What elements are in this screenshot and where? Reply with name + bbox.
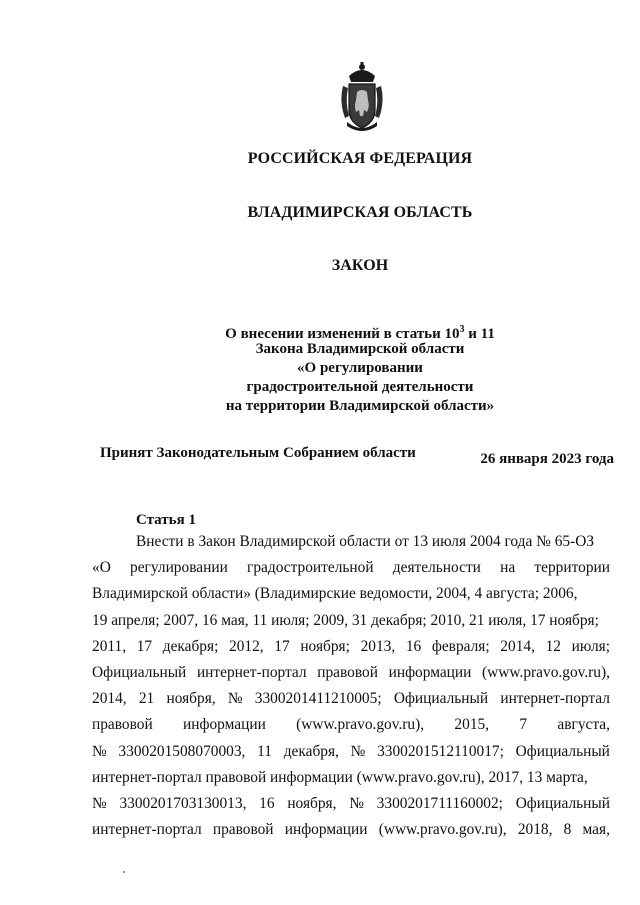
article-line	[92, 529, 610, 555]
article-line	[92, 791, 610, 817]
article-word: 3300201508070003,	[118, 742, 246, 760]
article-word: на	[500, 559, 516, 577]
title-superscript: 3	[459, 324, 465, 335]
article-word: №	[350, 742, 366, 760]
adoption-statement: Принят Законодательным Собранием области	[100, 445, 416, 461]
article-word: (www.pravo.gov.ru),	[296, 716, 425, 734]
article-word: 3300201411210005;	[254, 690, 382, 708]
article-word: 2011,	[92, 637, 127, 655]
article-word: ноября;	[300, 637, 350, 655]
article-word: февраля;	[431, 637, 490, 655]
article-word: (www.pravo.gov.ru),	[482, 663, 610, 681]
title-line-1-tail: и 11	[464, 326, 495, 342]
title-line-4: градостроительной деятельности	[246, 379, 474, 395]
article-word: №	[349, 794, 364, 812]
article-word: 21	[138, 690, 155, 708]
article-word: 2014,	[500, 637, 535, 655]
article-line	[92, 581, 610, 607]
article-word: 2014,	[92, 690, 127, 708]
adoption-date: 26 января 2023 года	[480, 451, 614, 467]
article-line	[92, 712, 610, 738]
article-word: ноября,	[166, 690, 216, 708]
article-word: Официальный	[393, 690, 489, 708]
article-word: №	[227, 690, 243, 708]
article-word: информации	[388, 663, 472, 681]
article-word: информации	[183, 716, 266, 734]
article-word: 19 апреля; 2007, 16 мая, 11 июля; 2009, 31 декабря; 2010, 21 июля, 17 ноября;	[92, 611, 599, 629]
article-word: 12	[545, 637, 561, 655]
article-word: 2015,	[454, 716, 490, 734]
article-word: №	[92, 794, 107, 812]
article-word: информации	[284, 821, 368, 839]
article-word: декабря,	[283, 742, 339, 760]
article-word: 2018,	[517, 821, 553, 839]
article-word: Официальный	[515, 742, 610, 760]
title-line-1-text: О внесении изменений в статьи 10	[225, 326, 460, 342]
article-word: Владимирской области» (Владимирские ведомости, 2004, 4 августа; 2006,	[92, 585, 578, 603]
article-word: 17	[136, 637, 153, 655]
article-word: интернет-портал правовой информации (www.pravo.gov.ru), 2017, 13 марта,	[92, 768, 588, 786]
article-word: мая,	[582, 821, 610, 839]
article-word: 16	[405, 637, 422, 655]
article-word: правовой	[92, 716, 153, 734]
article-line	[92, 634, 610, 660]
article-word: №	[92, 742, 107, 760]
article-word: 3300201711160002;	[376, 794, 503, 812]
article-word: деятельности	[392, 559, 481, 577]
article-word: 2013,	[360, 637, 396, 655]
article-word: августа,	[557, 716, 610, 734]
article-word: правовой	[212, 821, 274, 839]
scan-speck	[123, 871, 125, 873]
title-line-3: «О регулировании	[297, 360, 423, 376]
article-line	[92, 765, 610, 791]
article-word: Внести в Закон Владимирской области от 13 июля 2004 года № 65-ОЗ	[136, 533, 595, 550]
article-line	[92, 817, 610, 843]
article-line	[92, 739, 610, 765]
article-line	[92, 608, 610, 634]
article-word: 3300201512110017;	[377, 742, 504, 760]
article-word: декабря;	[162, 637, 219, 655]
article-word: 16	[259, 794, 275, 812]
article-line	[92, 686, 610, 712]
article-word: регулировании	[130, 559, 228, 577]
article-line	[92, 660, 610, 686]
title-line-5: на территории Владимирской области»	[225, 398, 495, 414]
country-heading: РОССИЙСКАЯ ФЕДЕРАЦИЯ	[247, 150, 473, 167]
article-word: правовой	[317, 663, 378, 681]
article-word: территории	[534, 559, 610, 577]
article-word: интернет-портал	[92, 821, 202, 839]
article-word: 2012,	[229, 637, 264, 655]
article-word: июля;	[571, 637, 610, 655]
article-line	[92, 555, 610, 581]
article-word: 17	[274, 637, 290, 655]
law-heading: ЗАКОН	[331, 257, 389, 274]
title-line-2: Закона Владимирской области	[255, 341, 465, 357]
article-word: ноября,	[287, 794, 337, 812]
article-word: градостроительной	[247, 559, 374, 577]
region-heading: ВЛАДИМИРСКАЯ ОБЛАСТЬ	[247, 204, 473, 221]
article-word: интернет-портал	[500, 690, 610, 708]
article-word: 8	[563, 821, 572, 839]
article-word: интернет-портал	[196, 663, 307, 681]
article-body	[92, 529, 610, 843]
coat-of-arms-icon	[337, 62, 387, 134]
article-word: 7	[519, 716, 528, 734]
article-heading: Статья 1	[136, 512, 196, 528]
article-word: 11	[257, 742, 272, 760]
article-word: «О	[92, 559, 111, 577]
article-word: 3300201703130013,	[119, 794, 247, 812]
article-word: (www.pravo.gov.ru),	[378, 821, 507, 839]
article-word: Официальный	[515, 794, 610, 812]
article-word: Официальный	[92, 663, 187, 681]
